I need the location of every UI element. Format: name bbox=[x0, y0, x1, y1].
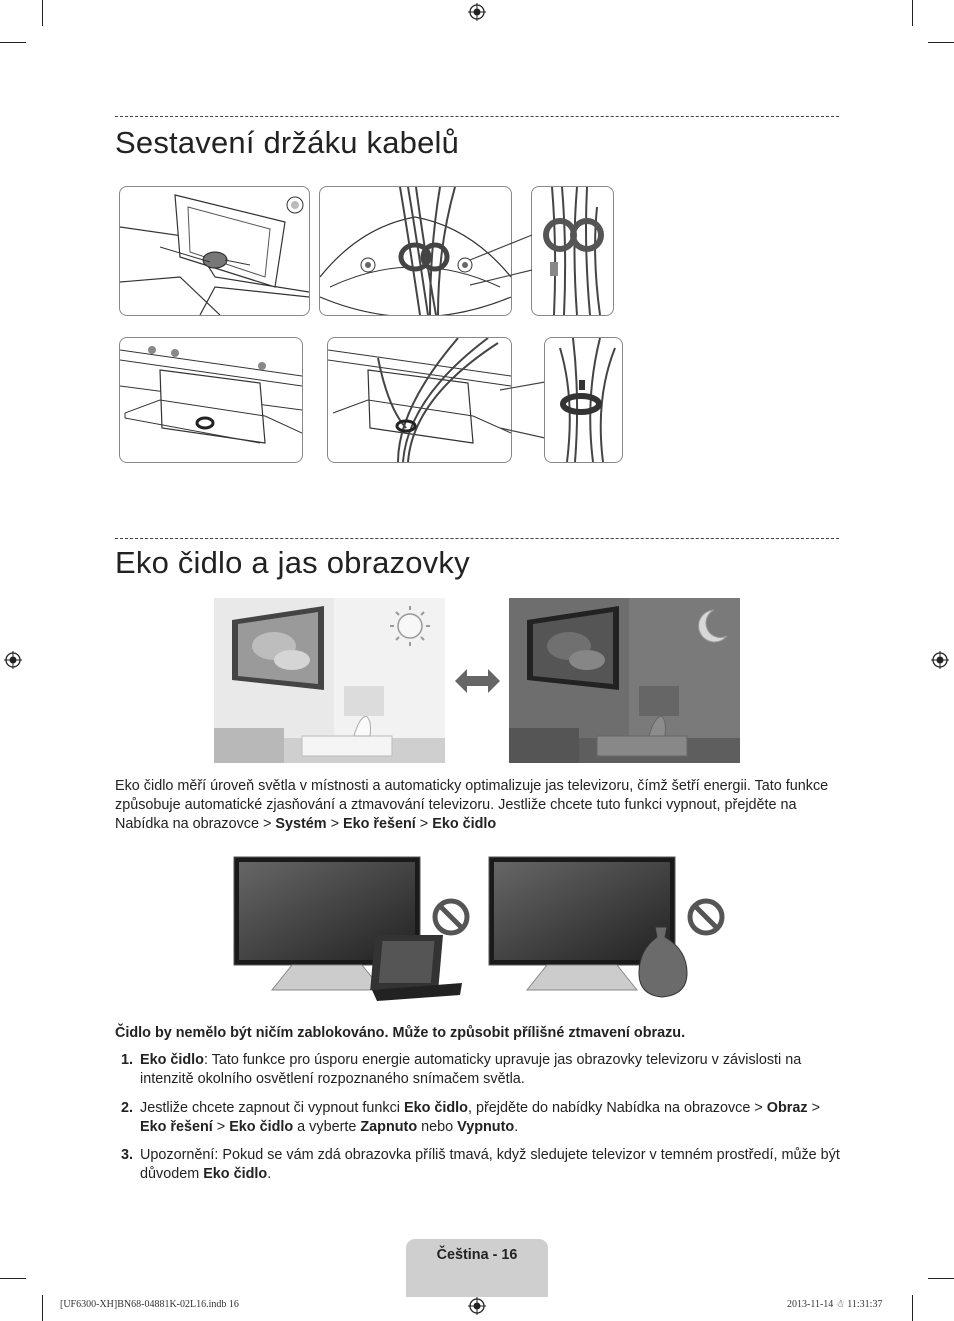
page-label: Čeština - 16 bbox=[436, 1247, 518, 1263]
registration-mark-icon bbox=[468, 1297, 486, 1315]
item-text: Jestliže chcete zapnout či vypnout funkci bbox=[140, 1100, 404, 1116]
illustration-tv-blocked-by-frame bbox=[232, 855, 472, 1005]
illustration-panel-clip-detail bbox=[531, 186, 614, 316]
callout-line bbox=[470, 230, 540, 290]
item-text: Upozornění: Pokud se vám zdá obrazovka příliš tmavá, když sledujete televizor v temném prostředí, může být důvodem bbox=[140, 1147, 840, 1182]
section-divider bbox=[115, 116, 839, 117]
illustration-panel-stand-front bbox=[119, 337, 303, 463]
option-off: Vypnuto bbox=[457, 1119, 515, 1135]
crop-mark bbox=[42, 0, 43, 26]
menu-path-eco-solution: Eko řešení bbox=[140, 1119, 213, 1135]
item-text: nebo bbox=[417, 1119, 458, 1135]
item-text: , přejděte do nabídky Nabídka na obrazovce > bbox=[467, 1100, 767, 1116]
path-separator: > bbox=[212, 1119, 230, 1135]
illustration-tv-blocked-by-vase bbox=[487, 855, 727, 1005]
print-file-name: [UF6300-XH]BN68-04881K-02L16.indb 16 bbox=[60, 1299, 239, 1310]
crop-mark bbox=[928, 1278, 954, 1279]
list-item bbox=[115, 1099, 840, 1139]
section-divider bbox=[115, 538, 839, 539]
list-text bbox=[140, 1146, 840, 1184]
menu-path-eco-sensor: Eko čidlo bbox=[432, 816, 497, 832]
crop-mark bbox=[912, 1295, 913, 1321]
item-text: . bbox=[267, 1166, 272, 1182]
list-text bbox=[140, 1099, 840, 1137]
item-text: : Tato funkce pro úsporu energie automaticky upravuje jas obrazovky televizoru v závislosti na intenzitě okolního osvětlení rozpoznaného snímačem světla. bbox=[140, 1052, 802, 1087]
double-arrow-icon bbox=[455, 668, 500, 694]
illustration-panel-stand-cables bbox=[327, 337, 512, 463]
illustration-panel-clip-detail-2 bbox=[544, 337, 623, 463]
list-text bbox=[140, 1051, 840, 1089]
photo-bright-room bbox=[214, 598, 445, 763]
path-separator: > bbox=[807, 1100, 820, 1116]
path-separator: > bbox=[326, 816, 344, 832]
crop-mark bbox=[42, 1295, 43, 1321]
crop-mark bbox=[0, 1278, 26, 1279]
menu-path-system: Systém bbox=[275, 816, 327, 832]
path-separator: > bbox=[415, 816, 433, 832]
eco-sensor-description bbox=[115, 777, 840, 834]
crop-mark bbox=[912, 0, 913, 26]
term-eco-sensor: Eko čidlo bbox=[203, 1166, 268, 1182]
list-number: 3. bbox=[120, 1147, 133, 1163]
print-timestamp: 2013-11-14 ☃ 11:31:37 bbox=[787, 1299, 883, 1310]
list-item bbox=[115, 1051, 840, 1091]
section-title-eco-sensor: Eko čidlo a jas obrazovky bbox=[115, 545, 470, 580]
item-text: . bbox=[514, 1119, 519, 1135]
item-text: a vyberte bbox=[293, 1119, 361, 1135]
option-on: Zapnuto bbox=[360, 1119, 418, 1135]
sensor-warning: Čidlo by nemělo být ničím zablokováno. Může to způsobit přílišné ztmavení obrazu. bbox=[115, 1025, 686, 1041]
page-number-tab bbox=[406, 1239, 548, 1297]
registration-mark-icon bbox=[931, 651, 949, 669]
illustration-panel-stand-back bbox=[119, 186, 310, 316]
menu-path-eco-solution: Eko řešení bbox=[343, 816, 416, 832]
term-eco-sensor: Eko čidlo bbox=[140, 1052, 204, 1068]
list-number: 2. bbox=[120, 1100, 133, 1116]
term-eco-sensor: Eko čidlo bbox=[403, 1100, 468, 1116]
section-title-cable-holder: Sestavení držáku kabelů bbox=[115, 125, 460, 160]
callout-line bbox=[500, 380, 550, 440]
menu-path-eco-sensor: Eko čidlo bbox=[229, 1119, 294, 1135]
crop-mark bbox=[928, 42, 954, 43]
registration-mark-icon bbox=[4, 651, 22, 669]
list-item bbox=[115, 1146, 840, 1186]
registration-mark-icon bbox=[468, 3, 486, 21]
menu-path-picture: Obraz bbox=[766, 1100, 808, 1116]
photo-dark-room bbox=[509, 598, 740, 763]
crop-mark bbox=[0, 42, 26, 43]
description-text: Eko čidlo měří úroveň světla v místnosti a automaticky optimalizuje jas televizoru, čímž šetří energii. Tato funkce způsobuje automatické zjasňování a ztmavování televizoru. Jestliže chcete tuto funkci vypnout, přejděte na Nabídka na obrazovce > bbox=[115, 778, 829, 832]
list-number: 1. bbox=[120, 1052, 133, 1068]
